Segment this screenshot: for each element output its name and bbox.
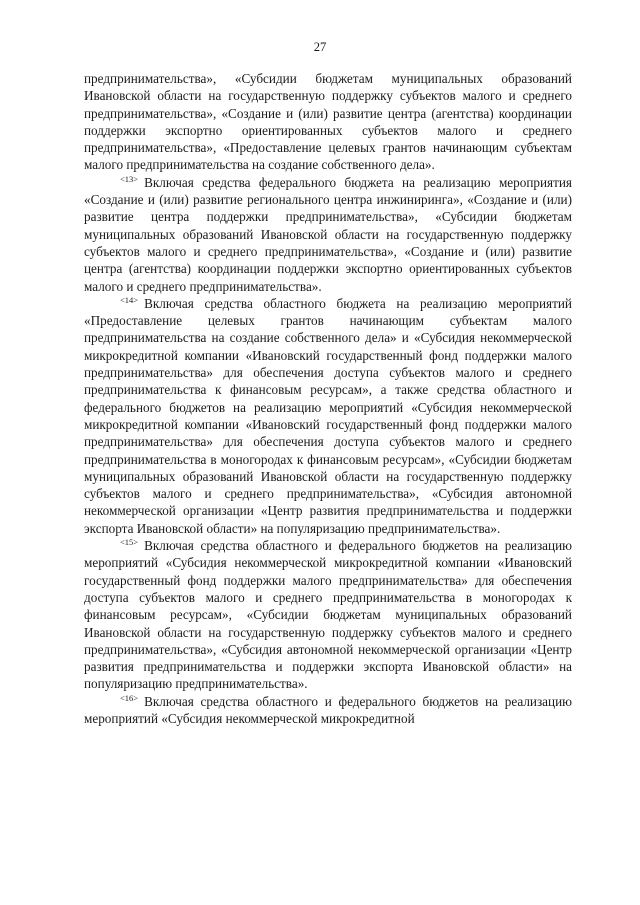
footnote-marker: <13> bbox=[120, 173, 139, 184]
footnote-marker: <15> bbox=[120, 537, 139, 548]
footnote-16-paragraph bbox=[84, 693, 572, 728]
footnote-14-paragraph bbox=[84, 295, 572, 537]
document-body bbox=[84, 70, 572, 727]
paragraph-continuation bbox=[84, 70, 572, 174]
paragraph-text: Включая средства областного бюджета на реализацию мероприятий «Предоставление целевых грантов начинающим субъектам малого предпринимательства на создание собственного дела» и «Субсидия некоммерческой микрокредитной компании «Ивановский государственный фонд поддержки малого предпринимательства» для обеспечения доступа субъектов малого и среднего предпринимательства к финансовым ресурсам», а также средства областного и федерального бюджетов на реализацию мероприятий «Субсидия некоммерческой микрокредитной компании «Ивановский государственный фонд поддержки малого предпринимательства» для обеспечения доступа субъектов малого и среднего предпринимательства в моногородах к финансовым ресурсам», «Субсидии бюджетам муниципальных образований Ивановской области на государственную поддержку субъектов малого и среднего предпринимательства», «Субсидия автономной некоммерческой организации «Центр развития предпринимательства и поддержки экспорта Ивановской области» на популяризацию предпринимательства». bbox=[84, 295, 572, 536]
footnote-15-paragraph bbox=[84, 537, 572, 693]
paragraph-text: Включая средства федерального бюджета на реализацию мероприятия «Создание и (или) развитие регионального центра инжиниринга», «Создание и (или) развитие центра поддержки предпринимательства», «Субсидии бюджетам муниципальных образований Ивановской области на государственную поддержку субъектов малого и среднего предпринимательства», «Создание и (или) развитие центра (агентства) координации поддержки экспортно ориентированных субъектов малого и среднего предпринимательства». bbox=[84, 174, 572, 294]
paragraph-text: предпринимательства», «Субсидии бюджетам муниципальных образований Ивановской области на государственную поддержку субъектов малого и среднего предпринимательства», «Создание и (или) развитие центра (агентства) координации поддержки экспортно ориентированных субъектов малого и среднего предпринимательства», «Предоставление целевых грантов начинающим субъектам малого предпринимательства на создание собственного дела». bbox=[84, 71, 572, 173]
paragraph-text: Включая средства областного и федерального бюджетов на реализацию мероприятий «Субсидия некоммерческой микрокредитной bbox=[84, 693, 572, 726]
footnote-13-paragraph bbox=[84, 174, 572, 295]
page-number: 27 bbox=[313, 40, 327, 54]
paragraph-text: Включая средства областного и федерального бюджетов на реализацию мероприятий «Субсидия некоммерческой микрокредитной компании «Ивановский государственный фонд поддержки малого предпринимательства» для обеспечения доступа субъектов малого и среднего предпринимательства в моногородах к финансовым ресурсам», «Субсидии бюджетам муниципальных образований Ивановской области на государственную поддержку субъектов малого и среднего предпринимательства», «Субсидия автономной некоммерческой организации «Центр развития предпринимательства и поддержки экспорта Ивановской области» на популяризацию предпринимательства». bbox=[84, 538, 572, 692]
footnote-marker: <16> bbox=[120, 692, 139, 703]
footnote-marker: <14> bbox=[120, 294, 139, 305]
